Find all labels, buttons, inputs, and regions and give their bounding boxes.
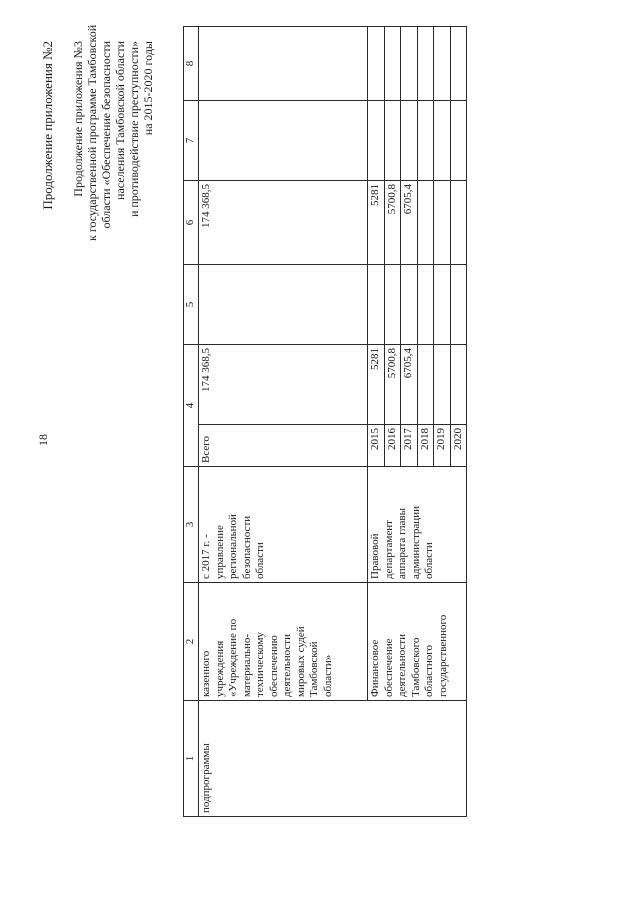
text-line: Тамбовского [409, 637, 422, 697]
header-line: населения Тамбовской области [113, 41, 127, 200]
amount-cell [434, 181, 451, 265]
table-row-total [199, 27, 368, 817]
text-line: управление [213, 525, 226, 579]
subprogram-label [199, 701, 467, 817]
amount-cell [368, 101, 385, 181]
amount-cell [401, 101, 418, 181]
year-cell: 2020 [450, 425, 467, 467]
text-line: Тамбовской [308, 641, 320, 697]
amount-cell: 6705,4 [401, 345, 418, 425]
column-number: 3 [184, 467, 199, 583]
year-cell: 2019 [434, 425, 451, 467]
amount-cell [384, 27, 401, 101]
amount-cell [417, 181, 434, 265]
amount-cell: 5281 [368, 345, 385, 425]
text-line: обеспечение [382, 638, 395, 697]
text-line: казенного [200, 650, 212, 697]
text-line: области [423, 542, 435, 579]
amount-cell [417, 101, 434, 181]
header-line: к государственной программе Тамбовской [85, 24, 99, 241]
executor-name [199, 467, 368, 583]
amount-cell [368, 265, 385, 345]
column-number: 1 [184, 701, 199, 817]
text-line: региональной [227, 514, 239, 579]
header-line: области «Обеспечение безопасности [99, 41, 113, 229]
text-line: деятельности [396, 634, 408, 697]
year-cell: Всего [199, 425, 368, 467]
text-line: с 2017 г. - [200, 534, 212, 579]
amount-cell [450, 265, 467, 345]
amount-cell [450, 27, 467, 101]
amount-cell [450, 101, 467, 181]
column-number-row [184, 27, 199, 817]
amount-cell: 6705,4 [401, 181, 418, 265]
amount-cell [384, 265, 401, 345]
amount-cell [401, 27, 418, 101]
amount-cell [199, 101, 368, 181]
text-line: области» [321, 654, 334, 697]
budget-table [183, 26, 467, 817]
column-number: 2 [184, 583, 199, 701]
year-cell: 2018 [417, 425, 434, 467]
text-line: государственного [436, 614, 449, 697]
amount-cell: 5700,8 [384, 345, 401, 425]
text-line: аппарата главы [396, 508, 408, 579]
text-line: области [254, 542, 266, 579]
text-line: «Учреждение по [227, 618, 239, 697]
year-cell: 2015 [368, 425, 385, 467]
amount-cell [417, 27, 434, 101]
column-number: 5 [184, 265, 199, 345]
column-number: 4 [184, 345, 199, 467]
text-line: администрации [409, 506, 422, 579]
amount-cell [434, 265, 451, 345]
column-number: 6 [184, 181, 199, 265]
amount-cell [384, 101, 401, 181]
header-line: и противодействие преступности» [127, 41, 141, 218]
header-line: Продолжение приложения №3 [71, 41, 85, 197]
text-line: обеспечению [267, 635, 280, 697]
amount-cell: 174 368,5 [199, 345, 368, 425]
text-line: департамент [382, 520, 395, 579]
amount-cell [450, 345, 467, 425]
text-line: мировых судей [294, 626, 307, 697]
amount-cell: 174 368,5 [199, 181, 368, 265]
table-row [368, 27, 385, 817]
text-line: техническому [254, 632, 266, 697]
amount-cell [417, 345, 434, 425]
header-line: на 2015-2020 годы [141, 41, 155, 136]
year-cell: 2016 [384, 425, 401, 467]
amount-cell [199, 27, 368, 101]
column-number: 8 [184, 27, 199, 101]
amount-cell [401, 265, 418, 345]
amount-cell: 5281 [368, 181, 385, 265]
amount-cell [368, 27, 385, 101]
page-number: 18 [36, 434, 50, 446]
year-cell: 2017 [401, 425, 418, 467]
amount-cell [417, 265, 434, 345]
amount-cell: 5700,8 [384, 181, 401, 265]
amount-cell [434, 101, 451, 181]
amount-cell [199, 265, 368, 345]
amount-cell [434, 345, 451, 425]
executor-name [368, 467, 467, 583]
text-line: учреждения [213, 640, 226, 697]
text-line: Правовой [369, 533, 381, 579]
text-line: Финансовое [369, 639, 381, 697]
continuation-title: Продолжение приложения №2 [40, 41, 55, 210]
column-number: 7 [184, 101, 199, 181]
text-line: областного [423, 644, 435, 697]
subprogram-text: подпрограммы [200, 743, 212, 813]
text-line: деятельности [281, 634, 293, 697]
amount-cell [450, 181, 467, 265]
institution-name [199, 583, 368, 701]
text-line: материально- [240, 633, 253, 697]
text-line: безопасности [240, 515, 253, 579]
program-name [368, 583, 467, 701]
amount-cell [434, 27, 451, 101]
